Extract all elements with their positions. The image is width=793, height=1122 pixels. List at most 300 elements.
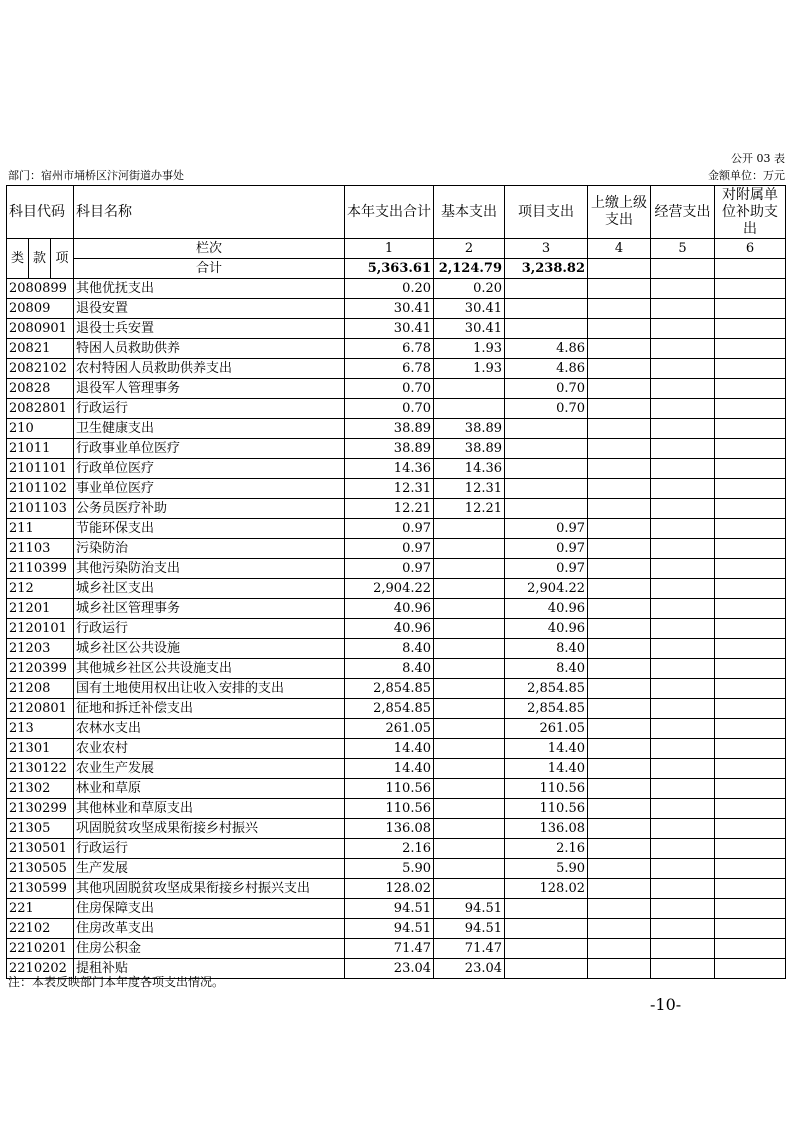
row-total: 2,854.85 xyxy=(345,679,434,699)
row-code: 211 xyxy=(7,519,74,539)
row-total: 38.89 xyxy=(345,419,434,439)
header-basic: 基本支出 xyxy=(434,186,505,239)
header-remit: 上缴上级支出 xyxy=(588,186,651,239)
row-total: 0.97 xyxy=(345,559,434,579)
row-remit xyxy=(588,479,651,499)
row-basic xyxy=(434,759,505,779)
row-basic: 1.93 xyxy=(434,339,505,359)
row-code: 2130501 xyxy=(7,839,74,859)
row-basic xyxy=(434,599,505,619)
row-name: 城乡社区公共设施 xyxy=(74,639,345,659)
row-name: 农业农村 xyxy=(74,739,345,759)
total-subsidy xyxy=(715,259,786,279)
row-business xyxy=(651,839,715,859)
row-business xyxy=(651,939,715,959)
row-remit xyxy=(588,359,651,379)
row-basic xyxy=(434,699,505,719)
table-row xyxy=(7,619,786,639)
row-total: 30.41 xyxy=(345,319,434,339)
row-remit xyxy=(588,339,651,359)
row-name: 其他污染防治支出 xyxy=(74,559,345,579)
row-subsidy xyxy=(715,859,786,879)
table-row xyxy=(7,579,786,599)
row-basic: 23.04 xyxy=(434,959,505,979)
row-basic: 12.31 xyxy=(434,479,505,499)
row-business xyxy=(651,439,715,459)
row-project: 2,854.85 xyxy=(505,699,588,719)
row-name: 污染防治 xyxy=(74,539,345,559)
table-row xyxy=(7,719,786,739)
row-subsidy xyxy=(715,299,786,319)
row-business xyxy=(651,519,715,539)
row-total: 0.70 xyxy=(345,379,434,399)
row-remit xyxy=(588,779,651,799)
row-business xyxy=(651,959,715,979)
row-code: 21203 xyxy=(7,639,74,659)
row-project: 0.97 xyxy=(505,539,588,559)
row-name: 征地和拆迁补偿支出 xyxy=(74,699,345,719)
row-name: 住房保障支出 xyxy=(74,899,345,919)
row-basic xyxy=(434,819,505,839)
row-subsidy xyxy=(715,319,786,339)
row-remit xyxy=(588,819,651,839)
row-remit xyxy=(588,319,651,339)
row-business xyxy=(651,339,715,359)
row-business xyxy=(651,859,715,879)
table-row xyxy=(7,499,786,519)
row-subsidy xyxy=(715,839,786,859)
row-total: 14.40 xyxy=(345,739,434,759)
row-business xyxy=(651,619,715,639)
row-subsidy xyxy=(715,939,786,959)
row-name: 其他城乡社区公共设施支出 xyxy=(74,659,345,679)
row-name: 行政单位医疗 xyxy=(74,459,345,479)
header-total: 本年支出合计 xyxy=(345,186,434,239)
row-code: 2080899 xyxy=(7,279,74,299)
row-business xyxy=(651,559,715,579)
row-code: 210 xyxy=(7,419,74,439)
row-code: 2101101 xyxy=(7,459,74,479)
row-business xyxy=(651,539,715,559)
table-row xyxy=(7,899,786,919)
header-business: 经营支出 xyxy=(651,186,715,239)
row-total: 14.36 xyxy=(345,459,434,479)
row-basic: 14.36 xyxy=(434,459,505,479)
row-business xyxy=(651,719,715,739)
table-row xyxy=(7,339,786,359)
row-remit xyxy=(588,699,651,719)
row-business xyxy=(651,459,715,479)
row-code: 20821 xyxy=(7,339,74,359)
row-total: 0.70 xyxy=(345,399,434,419)
row-basic: 94.51 xyxy=(434,919,505,939)
row-name: 行政运行 xyxy=(74,619,345,639)
department-label: 部门：宿州市埇桥区汴河街道办事处 xyxy=(8,169,184,182)
row-remit xyxy=(588,439,651,459)
row-name: 卫生健康支出 xyxy=(74,419,345,439)
row-subsidy xyxy=(715,619,786,639)
header-subsidy: 对附属单位补助支出 xyxy=(715,186,786,239)
row-remit xyxy=(588,619,651,639)
row-business xyxy=(651,679,715,699)
row-total: 23.04 xyxy=(345,959,434,979)
row-remit xyxy=(588,659,651,679)
row-project: 4.86 xyxy=(505,359,588,379)
row-basic xyxy=(434,739,505,759)
row-total: 5.90 xyxy=(345,859,434,879)
row-project: 40.96 xyxy=(505,619,588,639)
row-code: 2130505 xyxy=(7,859,74,879)
total-basic: 2,124.79 xyxy=(434,259,505,279)
row-subsidy xyxy=(715,279,786,299)
row-project xyxy=(505,959,588,979)
col-index-4: 4 xyxy=(588,239,651,259)
row-project: 2.16 xyxy=(505,839,588,859)
row-code: 221 xyxy=(7,899,74,919)
row-total: 6.78 xyxy=(345,359,434,379)
row-project: 136.08 xyxy=(505,819,588,839)
row-code: 21305 xyxy=(7,819,74,839)
row-code: 2130599 xyxy=(7,879,74,899)
header-project: 项目支出 xyxy=(505,186,588,239)
table-row xyxy=(7,799,786,819)
row-basic: 12.21 xyxy=(434,499,505,519)
row-name: 特困人员救助供养 xyxy=(74,339,345,359)
header-kuan: 款 xyxy=(29,239,51,279)
row-remit xyxy=(588,299,651,319)
row-name: 城乡社区支出 xyxy=(74,579,345,599)
expenditure-table xyxy=(6,185,786,979)
row-subsidy xyxy=(715,779,786,799)
header-name: 科目名称 xyxy=(74,186,345,239)
row-name: 其他巩固脱贫攻坚成果衔接乡村振兴支出 xyxy=(74,879,345,899)
row-basic xyxy=(434,579,505,599)
row-remit xyxy=(588,879,651,899)
row-project xyxy=(505,319,588,339)
row-subsidy xyxy=(715,959,786,979)
row-basic xyxy=(434,399,505,419)
row-basic: 30.41 xyxy=(434,319,505,339)
table-row xyxy=(7,779,786,799)
row-remit xyxy=(588,899,651,919)
row-business xyxy=(651,819,715,839)
table-row xyxy=(7,659,786,679)
row-subsidy xyxy=(715,599,786,619)
row-remit xyxy=(588,419,651,439)
row-remit xyxy=(588,959,651,979)
row-code: 2130299 xyxy=(7,799,74,819)
row-name: 提租补贴 xyxy=(74,959,345,979)
row-name: 节能环保支出 xyxy=(74,519,345,539)
row-project xyxy=(505,439,588,459)
table-row xyxy=(7,879,786,899)
row-total: 71.47 xyxy=(345,939,434,959)
total-business xyxy=(651,259,715,279)
col-index-3: 3 xyxy=(505,239,588,259)
row-subsidy xyxy=(715,659,786,679)
row-name: 农林水支出 xyxy=(74,719,345,739)
col-index-2: 2 xyxy=(434,239,505,259)
row-business xyxy=(651,379,715,399)
row-remit xyxy=(588,539,651,559)
table-row xyxy=(7,459,786,479)
row-remit xyxy=(588,719,651,739)
row-name: 巩固脱贫攻坚成果衔接乡村振兴 xyxy=(74,819,345,839)
col-index-6: 6 xyxy=(715,239,786,259)
row-project xyxy=(505,299,588,319)
row-code: 21011 xyxy=(7,439,74,459)
row-subsidy xyxy=(715,639,786,659)
table-row xyxy=(7,399,786,419)
row-code: 21301 xyxy=(7,739,74,759)
row-name: 行政运行 xyxy=(74,839,345,859)
table-row xyxy=(7,739,786,759)
table-row xyxy=(7,319,786,339)
row-business xyxy=(651,499,715,519)
row-code: 213 xyxy=(7,719,74,739)
row-project: 110.56 xyxy=(505,799,588,819)
row-project: 8.40 xyxy=(505,659,588,679)
row-business xyxy=(651,419,715,439)
table-row xyxy=(7,479,786,499)
table-row xyxy=(7,819,786,839)
row-total: 128.02 xyxy=(345,879,434,899)
row-business xyxy=(651,659,715,679)
row-total: 40.96 xyxy=(345,599,434,619)
total-row xyxy=(7,259,786,279)
row-basic xyxy=(434,799,505,819)
row-remit xyxy=(588,939,651,959)
row-subsidy xyxy=(715,539,786,559)
row-business xyxy=(651,639,715,659)
row-code: 2210202 xyxy=(7,959,74,979)
row-subsidy xyxy=(715,919,786,939)
row-project: 14.40 xyxy=(505,759,588,779)
unit-label: 金额单位：万元 xyxy=(708,169,785,182)
row-total: 8.40 xyxy=(345,659,434,679)
row-project xyxy=(505,919,588,939)
row-name: 城乡社区管理事务 xyxy=(74,599,345,619)
row-business xyxy=(651,919,715,939)
row-basic xyxy=(434,879,505,899)
row-project xyxy=(505,279,588,299)
header-lanci: 栏次 xyxy=(74,239,345,259)
row-project: 14.40 xyxy=(505,739,588,759)
row-subsidy xyxy=(715,739,786,759)
row-business xyxy=(651,899,715,919)
row-project: 5.90 xyxy=(505,859,588,879)
row-business xyxy=(651,579,715,599)
row-business xyxy=(651,279,715,299)
row-basic: 30.41 xyxy=(434,299,505,319)
row-remit xyxy=(588,579,651,599)
row-total: 2,854.85 xyxy=(345,699,434,719)
table-row xyxy=(7,699,786,719)
row-name: 林业和草原 xyxy=(74,779,345,799)
row-subsidy xyxy=(715,479,786,499)
row-project: 261.05 xyxy=(505,719,588,739)
row-project: 0.70 xyxy=(505,379,588,399)
row-project xyxy=(505,939,588,959)
row-basic: 0.20 xyxy=(434,279,505,299)
row-basic: 71.47 xyxy=(434,939,505,959)
column-index-row xyxy=(7,239,786,259)
row-project: 0.70 xyxy=(505,399,588,419)
row-code: 2210201 xyxy=(7,939,74,959)
row-code: 21103 xyxy=(7,539,74,559)
total-label: 合计 xyxy=(74,259,345,279)
row-project: 2,854.85 xyxy=(505,679,588,699)
row-name: 国有土地使用权出让收入安排的支出 xyxy=(74,679,345,699)
row-remit xyxy=(588,379,651,399)
row-business xyxy=(651,759,715,779)
table-row xyxy=(7,539,786,559)
row-remit xyxy=(588,639,651,659)
table-row xyxy=(7,279,786,299)
row-subsidy xyxy=(715,879,786,899)
row-code: 20809 xyxy=(7,299,74,319)
row-code: 2120801 xyxy=(7,699,74,719)
row-total: 2.16 xyxy=(345,839,434,859)
row-name: 其他优抚支出 xyxy=(74,279,345,299)
row-remit xyxy=(588,399,651,419)
row-basic xyxy=(434,379,505,399)
row-name: 公务员医疗补助 xyxy=(74,499,345,519)
footnote: 注：本表反映部门本年度各项支出情况。 xyxy=(8,975,225,989)
row-project: 8.40 xyxy=(505,639,588,659)
row-remit xyxy=(588,519,651,539)
row-basic xyxy=(434,559,505,579)
row-name: 事业单位医疗 xyxy=(74,479,345,499)
row-total: 0.20 xyxy=(345,279,434,299)
row-subsidy xyxy=(715,799,786,819)
form-number: 公开 03 表 xyxy=(731,152,785,165)
row-name: 行政事业单位医疗 xyxy=(74,439,345,459)
row-remit xyxy=(588,799,651,819)
row-code: 20828 xyxy=(7,379,74,399)
row-code: 21302 xyxy=(7,779,74,799)
row-subsidy xyxy=(715,519,786,539)
row-subsidy xyxy=(715,899,786,919)
row-project: 40.96 xyxy=(505,599,588,619)
row-total: 12.21 xyxy=(345,499,434,519)
row-code: 2101103 xyxy=(7,499,74,519)
row-basic xyxy=(434,659,505,679)
row-business xyxy=(651,299,715,319)
table-row xyxy=(7,439,786,459)
row-basic xyxy=(434,619,505,639)
row-remit xyxy=(588,279,651,299)
header-lei: 类 xyxy=(7,239,29,279)
row-project xyxy=(505,499,588,519)
row-name: 住房改革支出 xyxy=(74,919,345,939)
row-business xyxy=(651,359,715,379)
row-total: 261.05 xyxy=(345,719,434,739)
row-basic xyxy=(434,839,505,859)
row-business xyxy=(651,879,715,899)
row-remit xyxy=(588,459,651,479)
row-total: 6.78 xyxy=(345,339,434,359)
table-row xyxy=(7,379,786,399)
row-remit xyxy=(588,839,651,859)
row-subsidy xyxy=(715,379,786,399)
row-basic: 94.51 xyxy=(434,899,505,919)
row-name: 农村特困人员救助供养支出 xyxy=(74,359,345,379)
row-total: 14.40 xyxy=(345,759,434,779)
row-project xyxy=(505,459,588,479)
row-name: 行政运行 xyxy=(74,399,345,419)
header-code: 科目代码 xyxy=(7,186,74,239)
row-subsidy xyxy=(715,439,786,459)
row-total: 0.97 xyxy=(345,519,434,539)
row-name: 生产发展 xyxy=(74,859,345,879)
row-code: 2082801 xyxy=(7,399,74,419)
row-code: 2101102 xyxy=(7,479,74,499)
row-project xyxy=(505,479,588,499)
row-basic: 38.89 xyxy=(434,439,505,459)
row-project: 128.02 xyxy=(505,879,588,899)
table-row xyxy=(7,679,786,699)
row-code: 22102 xyxy=(7,919,74,939)
table-row xyxy=(7,359,786,379)
total-project: 3,238.82 xyxy=(505,259,588,279)
row-name: 退役安置 xyxy=(74,299,345,319)
row-total: 0.97 xyxy=(345,539,434,559)
row-subsidy xyxy=(715,579,786,599)
row-code: 2080901 xyxy=(7,319,74,339)
table-row xyxy=(7,299,786,319)
row-total: 136.08 xyxy=(345,819,434,839)
row-business xyxy=(651,479,715,499)
table-row xyxy=(7,919,786,939)
row-subsidy xyxy=(715,819,786,839)
row-total: 30.41 xyxy=(345,299,434,319)
row-subsidy xyxy=(715,459,786,479)
row-subsidy xyxy=(715,559,786,579)
row-business xyxy=(651,399,715,419)
row-total: 110.56 xyxy=(345,799,434,819)
table-row xyxy=(7,839,786,859)
row-basic xyxy=(434,539,505,559)
row-business xyxy=(651,739,715,759)
table-row xyxy=(7,559,786,579)
row-total: 38.89 xyxy=(345,439,434,459)
row-basic xyxy=(434,639,505,659)
row-basic: 38.89 xyxy=(434,419,505,439)
row-name: 退役军人管理事务 xyxy=(74,379,345,399)
row-subsidy xyxy=(715,359,786,379)
col-index-1: 1 xyxy=(345,239,434,259)
row-subsidy xyxy=(715,679,786,699)
row-basic xyxy=(434,679,505,699)
header-xiang: 项 xyxy=(51,239,74,279)
row-business xyxy=(651,779,715,799)
row-remit xyxy=(588,759,651,779)
row-basic xyxy=(434,719,505,739)
row-name: 住房公积金 xyxy=(74,939,345,959)
table-row xyxy=(7,759,786,779)
row-code: 21201 xyxy=(7,599,74,619)
row-code: 2130122 xyxy=(7,759,74,779)
row-business xyxy=(651,599,715,619)
row-subsidy xyxy=(715,759,786,779)
row-total: 12.31 xyxy=(345,479,434,499)
row-project: 0.97 xyxy=(505,559,588,579)
page-number: -10- xyxy=(650,995,682,1014)
row-code: 21208 xyxy=(7,679,74,699)
row-basic xyxy=(434,779,505,799)
row-remit xyxy=(588,679,651,699)
